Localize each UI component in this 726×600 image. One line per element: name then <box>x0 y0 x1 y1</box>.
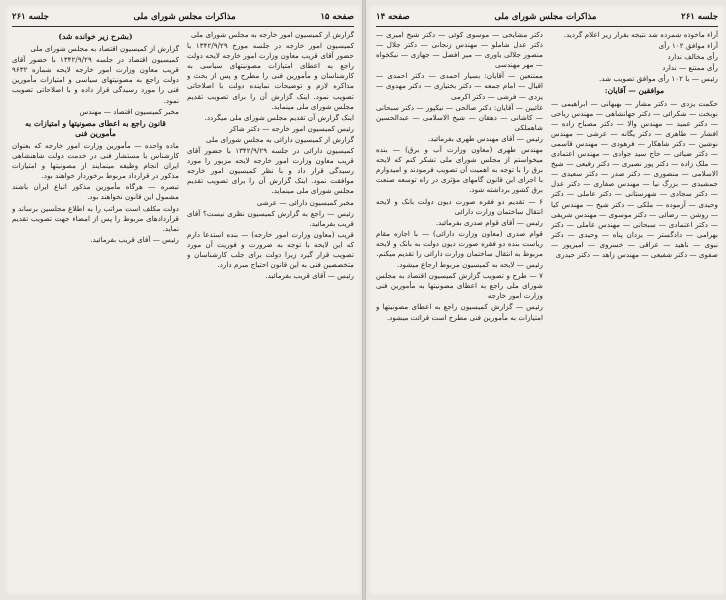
left-page-left-column <box>12 30 179 588</box>
right-header-session: جلسه ۲۶۱ <box>681 12 718 22</box>
paragraph: ممتنعین — آقایان: بسیار احمدی — دکتر احمدی — اقبال — امام جمعه — دکتر بختیاری — دکتر مهدوی — یزدی — فرشی — دکتر اکرمی <box>376 71 543 101</box>
paragraph: کمیسیون اقتصاد در جلسه ۱۳۴۲/۹/۲۹ با حضور آقای قریب معاون وزارت امور خارجه لایحه شماره ۹۶۳۲ دولت راجع به مصونیتهای سیاسی و امتیازات مأمورین فنی را مورد رسیدگی قرار داده و با اصلاحاتی تصویب نمود. <box>12 55 179 105</box>
paragraph: رئیس کمیسیون امور خارجه — دکتر شاکر <box>229 123 354 133</box>
paragraph: رئیس — آقای قریب بفرمائید. <box>90 234 179 244</box>
left-page-right-column <box>187 30 354 588</box>
paragraph: دولت مکلف است مراتب را به اطلاع مجلسین برساند و قراردادهای مربوط را پس از امضاء جهت تصویب تقدیم نماید. <box>12 203 179 233</box>
left-header-title: مذاکرات مجلس شورای ملی <box>133 12 236 22</box>
paragraph: اینک گزارش آن تقدیم مجلس شورای ملی میگردد. <box>204 112 354 122</box>
paragraph: رئیس — آقای قریب بفرمائید. <box>265 271 354 281</box>
paragraph: کمیسیون دارائی در جلسه ۱۳۴۲/۹/۲۹ با حضور آقای قریب معاون وزارت امور خارجه لایحه مزبور را مورد رسیدگی قرار داد و با نظر کمیسیون امور خارجه موافقت نمود. اینک گزارش آن را برای تصویب تقدیم مجلس شورای ملی مینماید. <box>187 146 354 196</box>
right-page-right-column <box>551 30 718 588</box>
section-heading: قانون راجع به اعطای مصونیتها و امتیازات به مأمورین فنی <box>25 118 166 138</box>
paragraph: ۶ — تقدیم دو فقره صورت دیون دولت بانک و لایحه انتقال ساختمان وزارت دارائی <box>376 196 543 216</box>
right-header-title: مذاکرات مجلس شورای ملی <box>494 12 597 22</box>
paragraph: گزارش از کمیسیون اقتصاد به مجلس شورای ملی <box>30 44 179 54</box>
paragraph: قریب (معاون وزارت امور خارجه) — بنده استدعا دارم که این لایحه با توجه به ضرورت و فوریت آن مورد تصویب قرار گیرد زیرا دولت برای جلب کارشناسان و متخصصین فنی به این قانون احتیاج مبرم دارد. <box>187 229 354 270</box>
paragraph: ۷ — طرح و تصویب گزارش کمیسیون اقتصاد به مجلس شورای ملی راجع به اعطای مصونیتها به مأمورین فنی وزارت امور خارجه <box>376 271 543 301</box>
paragraph: رئیس — گزارش کمیسیون راجع به اعطای مصونیتها و امتیازات به مأمورین فنی مطرح است قرائت میشود. <box>376 302 543 322</box>
paragraph: آراء ماخوذه شمرده شد نتیجه بقرار زیر اعلام گردید. <box>563 30 718 39</box>
paragraph: غائبین — آقایان: دکتر صالحی — نیکپور — دکتر سبحانی — کاشانی — دهقان — شیخ الاسلامی — عبدالحسین شاهملکی <box>376 102 543 132</box>
left-page-columns <box>12 30 354 588</box>
paragraph: رئیس — با ۱۰۲ رأی موافق تصویب شد. <box>599 74 718 84</box>
right-page <box>368 4 726 596</box>
left-page-header <box>12 10 354 27</box>
paragraph: رئیس — آقای قوام صدری بفرمائید. <box>435 217 543 227</box>
paragraph: رئیس — آقای مهندس طهری بفرمائید. <box>427 133 543 143</box>
paragraph: رأی مخالف ندارد <box>667 52 718 62</box>
paragraph: تبصره — هرگاه مأمورین مذکور اتباع ایران باشند مشمول این قانون نخواهند بود. <box>12 182 179 202</box>
right-page-header <box>376 10 718 27</box>
paragraph: رئیس — راجع به گزارش کمیسیون نظری نیست؟ آقای قریب بفرمائید. <box>187 208 354 228</box>
left-header-session: جلسه ۲۶۱ <box>12 12 49 22</box>
left-page <box>4 4 362 596</box>
paragraph: رأی ممتنع — ندارد <box>662 63 718 73</box>
section-heading: (بشرح زیر خوانده شد) <box>58 32 133 41</box>
paragraph: مخبر کمیسیون دارائی — عرشی <box>256 197 354 207</box>
paragraph: حکمت یزدی — دکتر مشار — بهبهانی — ابراهیمی — نوبخت — شکرائی — دکتر جهانشاهی — مهندس ریاحی — دکتر عمید — مهندس والا — دکتر مصباح زاده — افشار — طاهری — دکتر یگانه — عرشی — مهندس نوشین — دکتر شاهکار — فرهودی — مهندس قاسمی — دکتر ضیائی — حاج سید جوادی — مهندس اعتمادی — ملک زاده — دکتر پور نصیری — دکتر رفیعی — شیخ الاسلامی — منصوری — دکتر صدر — دکتر سعیدی — جمشیدی — بزرگ نیا — مهندس صفاری — دکتر عدل — دکتر سجادی — شهرستانی — دکتر عاملی — دکتر وحیدی — آزموده — ملکی — دکتر شیخ — مهندس کیا — روشن — رضائی — دکتر موسوی — مهندس شریفی — دکتر اعتمادی — سبحانی — مهندس عاملی — دکتر بهرامی — دادگستر — یزدان پناه — وحیدی — دکتر نبوی — ناهید — عراقی — خسروی — امیرپور — صفوی — دکتر شفیعی — مهندس زاهد — دکتر حیدری <box>551 98 718 259</box>
paragraph: گزارش از کمیسیون دارائی به مجلس شورای ملی <box>205 134 354 144</box>
left-header-page-number: صفحه ۱۵ <box>320 12 354 22</box>
paragraph: قوام صدری (معاون وزارت دارائی) — با اجازه مقام ریاست بنده دو فقره صورت دیون دولت به بانک و لایحه مربوط به انتقال ساختمان وزارت دارائی را تقدیم میکنم. <box>376 228 543 258</box>
right-header-page-number: صفحه ۱۴ <box>376 12 410 22</box>
paragraph: ماده واحده — مأمورین وزارت امور خارجه که بعنوان کارشناس یا مستشار فنی در خدمت دولت شاهنشاهی ایران انجام وظیفه مینمایند از مصونیتها و امتیازات مذکور در قرارداد مربوط برخوردار خواهند بود. <box>12 140 179 181</box>
paragraph: رئیس — لایحه به کمیسیون مربوط ارجاع میشود. <box>397 260 543 270</box>
right-page-left-column <box>376 30 543 588</box>
paragraph: گزارش از کمیسیون امور خارجه به مجلس شورای ملی <box>190 30 354 39</box>
paragraph: مخبر کمیسیون اقتصاد — مهندس <box>79 106 179 116</box>
section-heading: موافقین — آقایان: <box>604 86 665 96</box>
paragraph: آراء موافق ۱۰۲ رأی <box>658 41 718 51</box>
right-page-columns <box>376 30 718 588</box>
paragraph: مهندس طهری (معاون وزارت آب و برق) — بنده میخواستم از مجلس شورای ملی تشکر کنم که لایحه برق را با توجه به اهمیت آن تصویب فرمودند و امیدوارم با اجرای این قانون گامهای مؤثری در راه توسعه صنعت برق کشور برداشته شود. <box>376 145 543 195</box>
paragraph: دکتر مشایخی — موسوی کوئی — دکتر شیخ امیری — دکتر عدل شاملو — مهندس زنجانی — دکتر جلال — منصور جلالی یاوری — میر افضل — جهاری — نیکخواه — مهر مهندسی <box>376 30 543 70</box>
paragraph: کمیسیون امور خارجه در جلسه مورخ ۱۳۴۲/۹/۲۹ با حضور آقای قریب معاون وزارت امور خارجه لایحه دولت راجع به اعطای امتیازات مصونیتهای سیاسی به کارشناسان و مأمورین فنی را مطرح و پس از بحث و مذاکره لازم و توضیحات نماینده دولت با اصلاحاتی تصویب نمود. اینک گزارش آن را برای تصویب تقدیم مجلس شورای ملی مینماید. <box>187 41 354 111</box>
book-gutter <box>362 0 366 600</box>
